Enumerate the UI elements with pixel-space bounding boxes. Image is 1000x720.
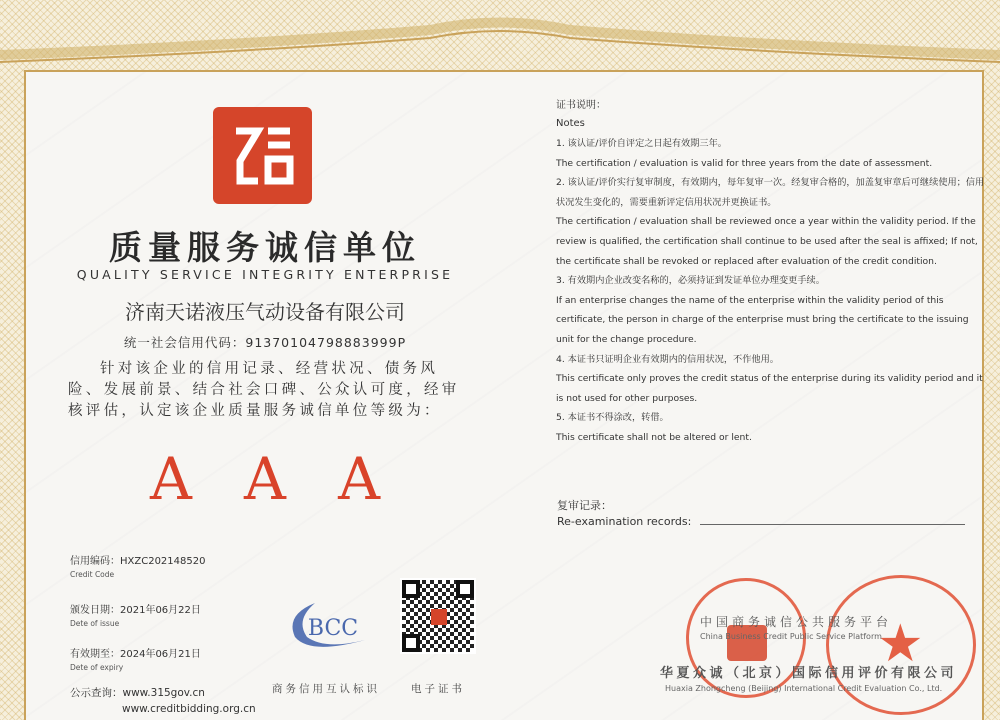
bcc-caption: 商务信用互认标识	[272, 683, 380, 695]
query-website-2[interactable]: www.creditbidding.org.cn	[122, 703, 256, 715]
issue-date-value: 颁发日期：2021年06月22日	[70, 605, 201, 616]
credit-code-label: Credit Code	[70, 570, 115, 579]
note-line: The certification / evaluation shall be reviewed once a year within the validity period. If the review is qualified, the certification shall continue to be used after the seal is affixed; If not, the certificate shall be revoked or replaced after evaluation of the credit condition.	[556, 216, 978, 267]
note-line: This certificate only proves the credit status of the enterprise during its validity period and it is not used for other purposes.	[556, 373, 983, 404]
note-line: If an enterprise changes the name of the enterprise within the validity period of this certificate, the person in charge of the enterprise must bring the certificate to the issuing unit for the change procedure.	[556, 294, 969, 345]
expiry-date-field	[70, 645, 201, 672]
query-website[interactable]: 公示查询：www.315gov.cn	[70, 687, 205, 699]
issue-date-label: Dete of issue	[70, 619, 120, 628]
bcc-logo-icon	[285, 595, 375, 655]
reexam-records	[557, 498, 691, 530]
platform-name: 中国商务诚信公共服务平台	[700, 615, 893, 629]
company-seal-icon: ★	[826, 575, 976, 715]
unified-credit-code: 统一社会信用代码：91370104798883999P	[123, 335, 407, 350]
platform-name-en: China Business Credit Public Service Platform	[700, 632, 882, 641]
expiry-date-label: Dete of expiry	[70, 663, 124, 672]
note-line: 2. 该认证/评价实行复审制度，有效期内，每年复审一次。经复审合格的，加盖复审章后可继续使用；信用状况发生变化的，需要重新评定信用状况并更换证书。	[556, 177, 985, 208]
reexam-signature-line	[700, 524, 965, 525]
company-name: 济南天诺液压气动设备有限公司	[125, 300, 405, 324]
issue-date-field	[70, 601, 201, 628]
note-line: 3. 有效期内企业改变名称的，必须持证到发证单位办理变更手续。	[556, 275, 825, 287]
issuer-name: 华夏众诚（北京）国际信用评价有限公司	[660, 666, 958, 681]
decorative-wave-border	[0, 10, 1000, 70]
xin-seal-logo-icon	[213, 107, 312, 204]
qr-caption: 电子证书	[411, 683, 465, 695]
notes-section	[556, 98, 986, 448]
expiry-date-value: 有效期至：2024年06月21日	[70, 649, 201, 660]
credit-code-value: 信用编码：HXZC202148520	[70, 556, 206, 567]
reexam-label-en: Re-examination records:	[557, 515, 692, 528]
note-line: This certificate shall not be altered or lent.	[556, 431, 752, 443]
qr-code-icon[interactable]	[400, 578, 476, 654]
grade-letter: A	[150, 445, 192, 513]
certification-statement: 针对该企业的信用记录、经营状况、债务风险、发展前景、结合社会口碑、公众认可度，经审核评估，认定该企业质量服务诚信单位等级为：	[68, 361, 460, 419]
notes-heading-cn: 证书说明：	[556, 100, 606, 111]
notes-heading-en: Notes	[556, 118, 585, 129]
note-line: 4. 本证书只证明企业有效期内的信用状况，不作他用。	[556, 353, 779, 365]
certificate-subtitle: QUALITY SERVICE INTEGRITY ENTERPRISE	[76, 267, 454, 282]
grade-letter: A	[244, 445, 286, 513]
note-line: The certification / evaluation is valid for three years from the date of assessment.	[556, 157, 933, 169]
credit-code-field	[70, 552, 205, 579]
bcc-text: BCC	[307, 616, 359, 641]
note-line: 1. 该认证/评价自评定之日起有效期三年。	[556, 138, 727, 149]
reexam-label-cn: 复审记录：	[557, 499, 612, 512]
credit-grade	[150, 445, 380, 513]
grade-letter: A	[338, 445, 380, 513]
issuer-name-en: Huaxia Zhongcheng (Beijing) International Credit Evaluation Co., Ltd.	[665, 684, 943, 693]
certificate-title: 质量服务诚信单位	[109, 228, 421, 267]
note-line: 5. 本证书不得涂改，转借。	[556, 412, 669, 424]
